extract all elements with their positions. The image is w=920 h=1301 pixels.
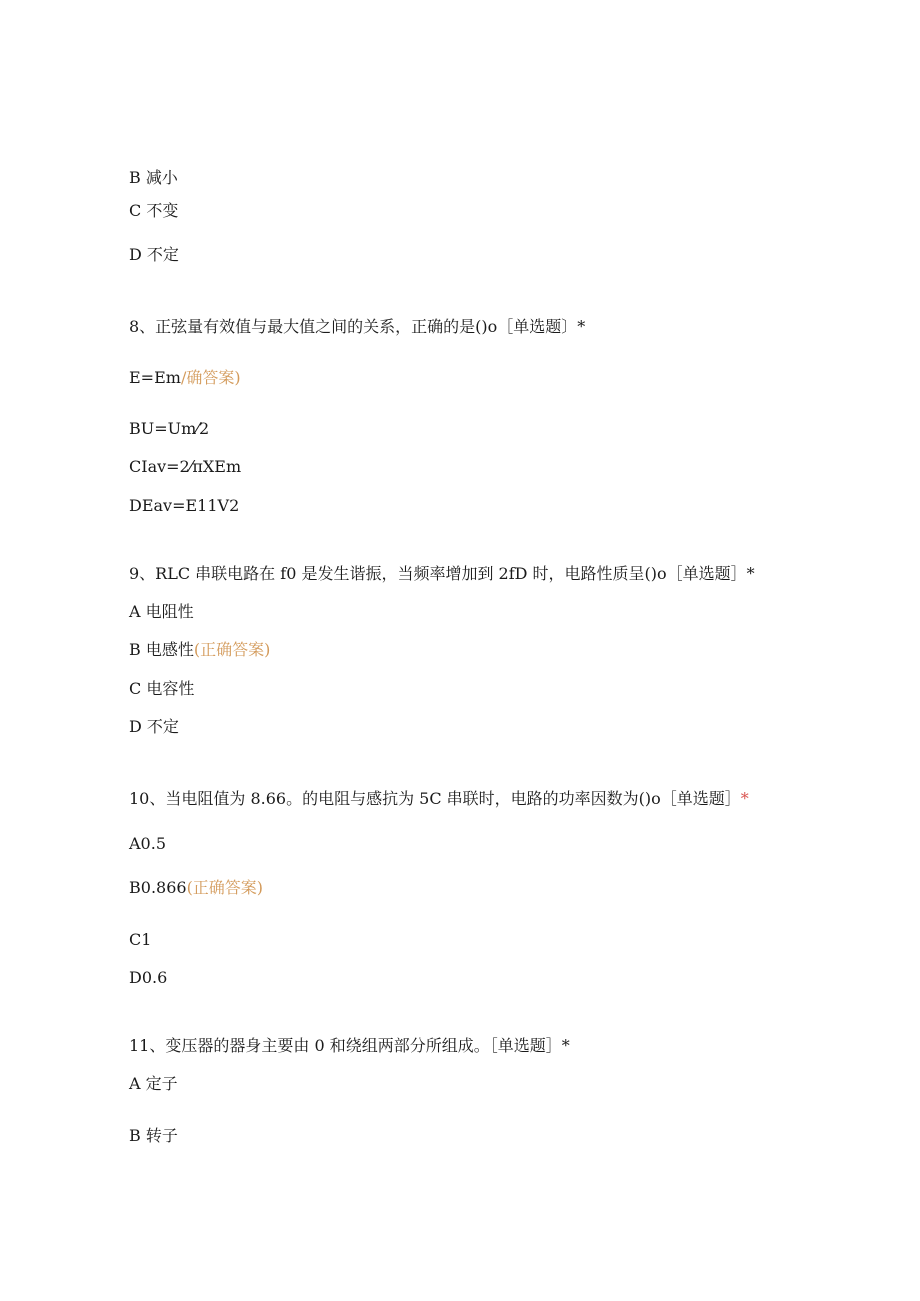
q8-option-b[interactable]: BU=Um⁄2 bbox=[129, 419, 210, 438]
q10-option-b-text: B0.866 bbox=[129, 878, 187, 897]
q8-option-c[interactable]: CIav=2⁄πXEm bbox=[129, 457, 242, 476]
q9-option-b-text: B 电感性 bbox=[129, 640, 194, 659]
q9-option-c[interactable]: C 电容性 bbox=[129, 679, 195, 698]
q9-option-b[interactable] bbox=[129, 640, 270, 660]
correct-answer-tag: (正确答案) bbox=[193, 640, 271, 659]
question-10-text: 10、当电阻值为 8.66。的电阻与感抗为 5C 串联时，电路的功率因数为()o［单选题］ bbox=[129, 789, 741, 808]
option-b[interactable]: B 减小 bbox=[129, 168, 178, 187]
q10-option-a[interactable]: A0.5 bbox=[129, 834, 166, 853]
q8-option-d[interactable]: DEav=E11V2 bbox=[129, 496, 240, 515]
q11-option-b[interactable]: B 转子 bbox=[129, 1126, 178, 1145]
q11-option-a[interactable]: A 定子 bbox=[129, 1074, 178, 1093]
question-9-title: 9、RLC 串联电路在 f0 是发生谐振，当频率增加到 2fD 时，电路性质呈()o［单选题］* bbox=[129, 564, 755, 583]
q10-option-b[interactable] bbox=[129, 878, 263, 898]
correct-answer-tag: /确答案) bbox=[180, 368, 241, 387]
q9-option-a[interactable]: A 电阻性 bbox=[129, 602, 194, 621]
q10-option-c[interactable]: C1 bbox=[129, 930, 152, 949]
q9-option-d[interactable]: D 不定 bbox=[129, 717, 179, 736]
correct-answer-tag: (正确答案) bbox=[186, 878, 264, 897]
question-11-title: 11、变压器的器身主要由 0 和绕组两部分所组成。［单选题］* bbox=[129, 1036, 570, 1055]
question-8-title: 8、正弦量有效值与最大值之间的关系，正确的是()o［单选题〕* bbox=[129, 317, 586, 336]
q8-option-a[interactable] bbox=[129, 368, 241, 388]
option-d[interactable]: D 不定 bbox=[129, 245, 179, 264]
option-c[interactable]: C 不变 bbox=[129, 201, 179, 220]
q8-option-a-text: E=Em bbox=[129, 368, 181, 387]
question-10-title bbox=[129, 789, 749, 809]
q10-option-d[interactable]: D0.6 bbox=[129, 968, 168, 987]
required-star: * bbox=[740, 789, 749, 808]
